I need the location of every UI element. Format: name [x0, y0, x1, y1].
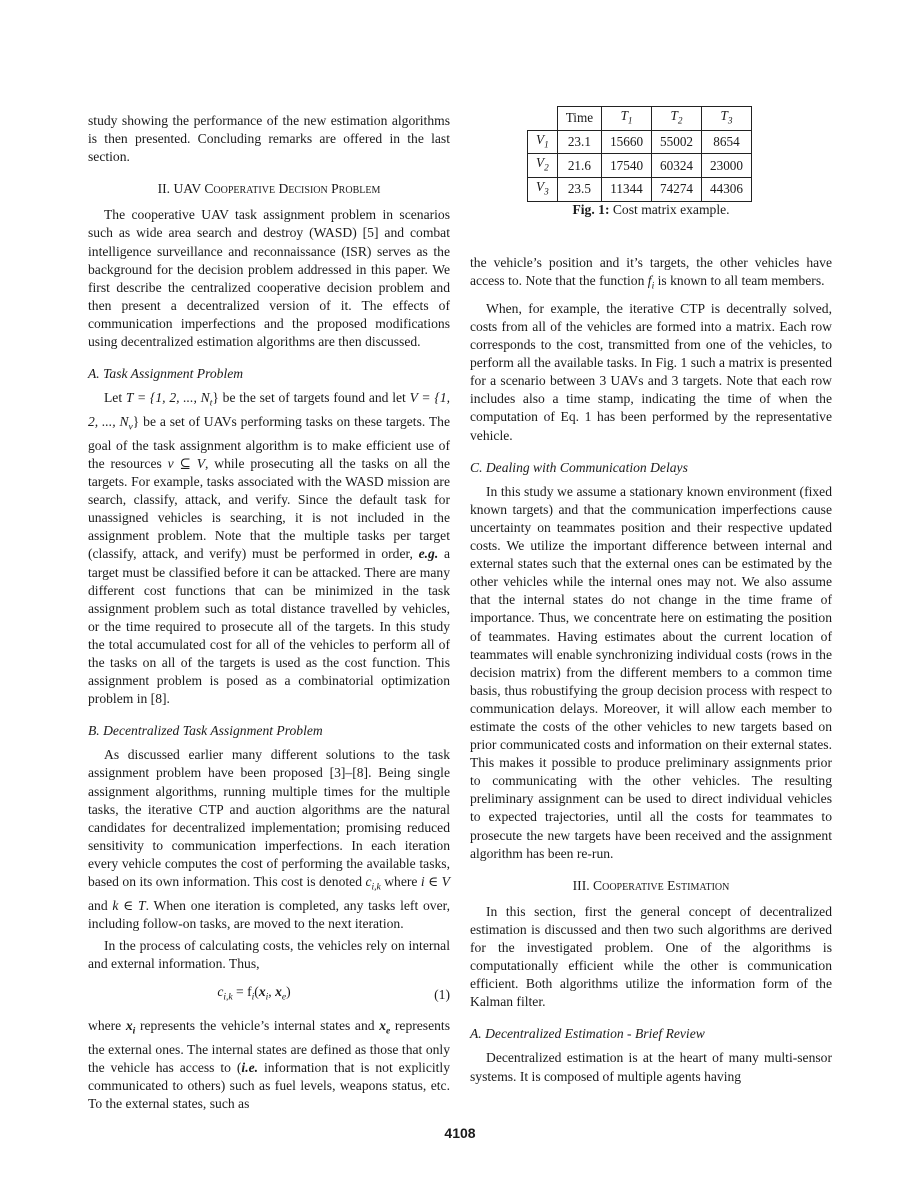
figure-caption-text: Cost matrix example.	[609, 202, 730, 217]
table-row	[528, 154, 752, 178]
math-inline: V = {1, 2, ..., $N_v$	[88, 390, 451, 433]
math-inline: v ⊆ V	[167, 455, 206, 471]
table-header-row	[528, 107, 752, 131]
subsection-heading-a: A. Task Assignment Problem	[88, 366, 244, 382]
paragraph: In the process of calculating costs, the vehicles rely on internal and external information. Thus,	[88, 938, 450, 972]
math-inline: $c_{i,k}$	[365, 874, 381, 893]
subsection-heading-c: C. Dealing with Communication Delays	[470, 459, 688, 475]
subsection-heading-b: B. Decentralized Task Assignment Problem	[88, 723, 323, 739]
section-title: UAV Cooperative Decision Problem	[173, 181, 381, 197]
math-inline: $f_i$	[647, 273, 655, 292]
math-inline: i ∈ V	[420, 874, 450, 889]
table-cell: 23.5	[557, 177, 601, 201]
table-header-t3: $T_3$	[702, 107, 752, 131]
table-cell: 21.6	[557, 154, 601, 178]
figure-caption	[470, 202, 832, 218]
table-cell: 44306	[702, 177, 752, 201]
row-label-v1: $V_1$	[528, 130, 558, 154]
table-cell: 23.1	[557, 130, 601, 154]
table-cell: 74274	[652, 177, 702, 201]
page-number: 4108	[444, 1125, 476, 1141]
equation-1	[88, 983, 450, 1007]
table-cell: 8654	[702, 130, 752, 154]
table-cell: 60324	[652, 154, 702, 178]
section-heading-3	[470, 877, 832, 895]
paragraph: Let T = {1, 2, ..., $N_t$} be the set of targets found and let V = {1, 2, ..., $N_v$} be a set of UAVs performing tasks on these targets. The goal of the task assignment algorithm is to make efficient use of the resources v ⊆ V, while prosecuting all the tasks on all the targets. For example, tasks associated with the WASD mission are search, classify, attack, and verify. Since the default task for unassigned vehicles is searching, it is not included in the assignment problem. Note that the multiple tasks per target (classify, attack, and verify) must be performed in order, e.g. a target must be classified before it can be attacked. There are many different cost functions that can be minimized in the task assignment problem such as total distance travelled by vehicles, or the time required to prosecute all of the targets. In this study the total accumulated cost for all of the vehicles to perform all of the tasks on all of the targets is used as the cost function. This assignment problem is posed as a combinatorial optimization problem in [8].	[88, 390, 451, 707]
paragraph: where $x_i$ represents the vehicle’s internal states and $x_e$ represents the external ones. The internal states are defined as those that only the vehicle has access to (i.e. information that is not explicitly communicated to others) such as fuel levels, weapons status, etc. To the external states, such as	[88, 1018, 450, 1112]
section-heading-2	[88, 180, 450, 198]
math-inline: T = {1, 2, ..., $N_t$	[125, 390, 213, 409]
equation-number: (1)	[434, 987, 450, 1003]
math-inline: $x_e$	[379, 1018, 391, 1037]
row-label-v3: $V_3$	[528, 177, 558, 201]
table-cell: 11344	[602, 177, 652, 201]
table-cell: 55002	[652, 130, 702, 154]
figure-caption-label: Fig. 1:	[572, 202, 610, 217]
table-cell: 17540	[602, 154, 652, 178]
paragraph: In this section, first the general concept of decentralized estimation is discussed and then two such algorithms are derived for the investigated problem. One of the algorithms is computationally efficient while the other is communication efficient. Both algorithms utilize the information form of the Kalman filter.	[470, 903, 832, 1010]
row-label-v2: $V_2$	[528, 154, 558, 178]
paragraph: Decentralized estimation is at the heart of many multi-sensor systems. It is composed of multiple agents having	[470, 1050, 832, 1084]
table-header-t2: $T_2$	[652, 107, 702, 131]
table-header-time: Time	[557, 107, 601, 131]
table-row	[528, 177, 752, 201]
intro-paragraph: study showing the performance of the new estimation algorithms is then presented. Concluding remarks are offered in the last section.	[88, 113, 450, 165]
paragraph: In this study we assume a stationary known environment (fixed known targets) and that the communication imperfections cause uncertainty on teammates position and their respective updated costs. We utilize the important difference between internal and external states such that the external ones can be estimated by the other vehicles while the internal ones may not. We also assume that the internal states do not change in the time frame of importance. Thus, we concentrate here on estimating the position of teammates. Having estimates about the current location of teammates will enable synchronizing individual costs (rows in the decision matrix) from the different members to a common time basis, thus robustifying the group decision process with respect to communication delays. Moreover, it will allow each member to estimate the costs of the other vehicles to new targets based on prior communicated costs and information on their external states. This makes it possible to produce preliminary assignments prior to communicating with the other vehicles. The resulting preliminary assignment can be used to direct individual vehicles to expected trajectories, until all the costs for teammates to prosecute the new targets have been received and the assignment algorithm has been re-run.	[470, 483, 832, 861]
section-title: Cooperative Estimation	[593, 877, 730, 893]
left-column	[88, 112, 450, 1113]
paragraph: The cooperative UAV task assignment problem in scenarios such as wide area search and destroy (WASD) [5] and combat intelligence surveillance and reconnaissance (ISR) serves as the background for the decision problem addressed in this paper. We first describe the centralized cooperative decision problem and then present a decentralized version of it. The effects of communication imperfections and the proposed modifications using decentralized estimation algorithms are then discussed.	[88, 207, 450, 350]
math-inline: k ∈ T	[112, 897, 146, 913]
table-corner-cell	[528, 107, 558, 131]
right-column	[470, 254, 832, 1086]
equation-body: $c_{i,k} = f_i(x_i$, $x_e$)	[217, 984, 291, 1003]
table-cell: 23000	[702, 154, 752, 178]
cost-matrix-table	[527, 106, 752, 202]
math-inline: $x_i$	[125, 1018, 136, 1037]
section-number: II.	[157, 181, 171, 197]
paragraph: When, for example, the iterative CTP is decentrally solved, costs from all of the vehicles are formed into a matrix. Each row corresponds to the cost, transmitted from one of the vehicles, to perform all the available tasks. In Fig. 1 such a matrix is presented for a scenario between 3 UAVs and 3 targets. Note that each row includes also a time stamp, indicating the time of when the computation of Eq. 1 has been performed by the representative vehicle.	[470, 300, 832, 443]
emphasis: e.g.	[418, 546, 439, 562]
paragraph: the vehicle’s position and it’s targets, the other vehicles have access to. Note that the function $f_i$ is known to all team members.	[470, 255, 832, 292]
section-number: III.	[572, 877, 590, 893]
table-cell: 15660	[602, 130, 652, 154]
paragraph: As discussed earlier many different solutions to the task assignment problem have been proposed [3]–[8]. Being single assignment algorithms, running multiple times for the multiple tasks, the iterative CTP and auction algorithms are the natural candidates for decentralized implementation; promising reduced sensitivity to communication imperfections. In each iteration every vehicle computes the cost of performing the available tasks, based on its own information. This cost is denoted $c_{i,k}$ where i ∈ V and k ∈ T. When one iteration is completed, any tasks left over, including follow-on tasks, are moved to the next iteration.	[88, 747, 450, 931]
table-row	[528, 130, 752, 154]
table-header-t1: $T_1$	[602, 107, 652, 131]
emphasis: i.e.	[241, 1059, 259, 1075]
subsection-heading-a3: A. Decentralized Estimation - Brief Review	[470, 1026, 705, 1042]
